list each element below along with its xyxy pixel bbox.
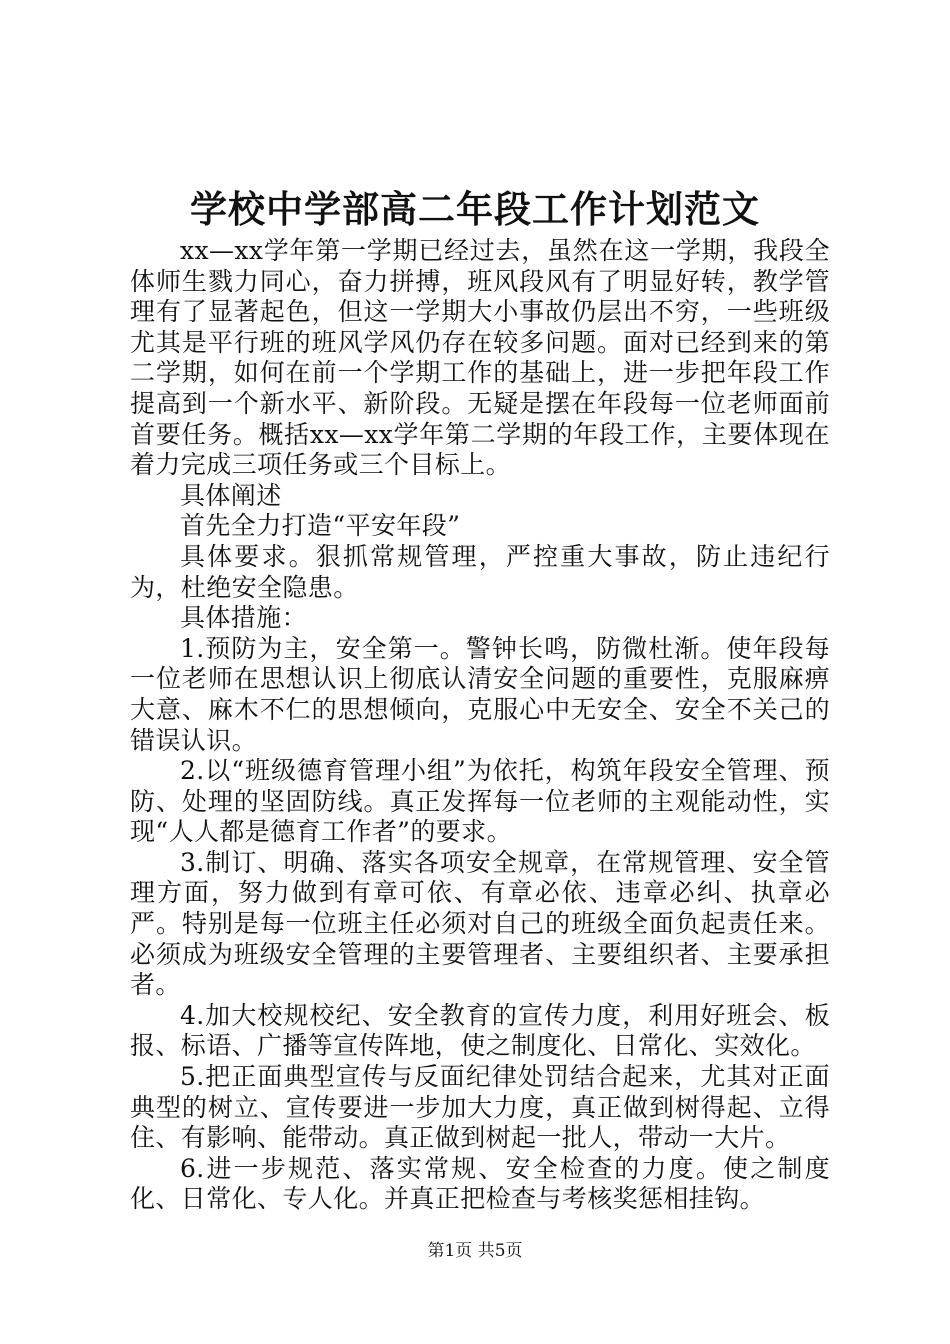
page-footer: 第1页 共5页 (427, 1241, 523, 1261)
paragraph-measure-3: 3.制订、明确、落实各项安全规章，在常规管理、安全管理方面，努力做到有章可依、有章必依、违章必纠、执章必严。特别是每一位班主任必须对自己的班级全面负起责任来。必须成为班级安全管理的主要管理者、主要组织者、主要承担者。 (130, 847, 830, 1000)
paragraph-requirements: 具体要求。狠抓常规管理，严控重大事故，防止违纪行为，杜绝安全隐患。 (130, 541, 830, 602)
paragraph-intro: xx—xx学年第一学期已经过去，虽然在这一学期，我段全体师生戮力同心，奋力拼搏，班风段风有了明显好转，教学管理有了显著起色，但这一学期大小事故仍层出不穷，一些班级尤其是平行班的班风学风仍存在较多问题。面对已经到来的第二学期，如何在前一个学期工作的基础上，进一步把年段工作提高到一个新水平、新阶段。无疑是摆在年段每一位老师面前首要任务。概括xx—xx学年第二学期的年段工作，主要体现在着力完成三项任务或三个目标上。 (130, 236, 830, 480)
paragraph-measure-2: 2.以“班级德育管理小组”为依托，构筑年段安全管理、预防、处理的坚固防线。真正发挥每一位老师的主观能动性，实现“人人都是德育工作者”的要求。 (130, 756, 830, 847)
document-title: 学校中学部高二年段工作计划范文 (190, 187, 760, 231)
paragraph-measure-6: 6.进一步规范、落实常规、安全检查的力度。使之制度化、日常化、专人化。并真正把检查与考核奖惩相挂钩。 (130, 1153, 830, 1214)
paragraph-heading-elaboration: 具体阐述 (180, 480, 282, 510)
paragraph-heading-safe-grade: 首先全力打造“平安年段” (180, 511, 461, 541)
paragraph-measures-heading: 具体措施： (180, 603, 308, 633)
paragraph-measure-5: 5.把正面典型宣传与反面纪律处罚结合起来，尤其对正面典型的树立、宣传要进一步加大力度，真正做到树得起、立得住、有影响、能带动。真正做到树起一批人，带动一大片。 (130, 1062, 830, 1153)
paragraph-measure-1: 1.预防为主，安全第一。警钟长鸣，防微杜渐。使年段每一位老师在思想认识上彻底认清安全问题的重要性，克服麻痹大意、麻木不仁的思想倾向，克服心中无安全、安全不关己的错误认识。 (130, 633, 830, 755)
document-body (130, 236, 830, 1215)
paragraph-measure-4: 4.加大校规校纪、安全教育的宣传力度，利用好班会、板报、标语、广播等宣传阵地，使之制度化、日常化、实效化。 (130, 1000, 830, 1061)
